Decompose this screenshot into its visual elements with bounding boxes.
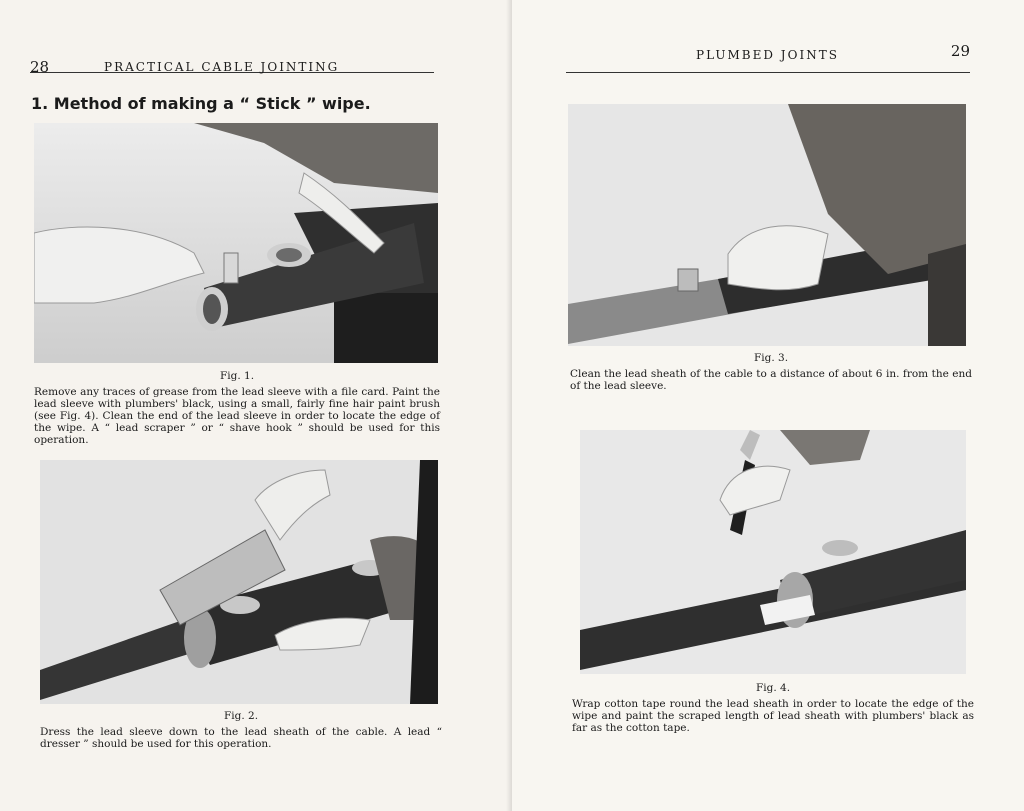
right-page-header: [566, 42, 970, 73]
fig2-illustration: [40, 460, 438, 704]
fig1-photo: [34, 123, 438, 363]
right-running-head: PLUMBED JOINTS: [696, 48, 839, 62]
fig3-text: Clean the lead sheath of the cable to a distance of about 6 in. from the end of the lead sleeve.: [570, 368, 972, 392]
left-page-header: [30, 42, 434, 76]
fig3-label: Fig. 3.: [753, 352, 789, 364]
fig2-caption: [40, 710, 442, 750]
fig4-photo: [580, 430, 966, 674]
fig4-caption: [572, 682, 974, 734]
fig3-caption: [570, 352, 972, 392]
right-page-number: 29: [950, 42, 970, 60]
section-title: 1. Method of making a “ Stick ” wipe.: [31, 94, 371, 113]
left-running-head: PRACTICAL CABLE JOINTING: [104, 60, 340, 74]
fig4-label: Fig. 4.: [755, 682, 791, 694]
fig1-illustration: [34, 123, 438, 363]
fig2-text: Dress the lead sleeve down to the lead sheath of the cable. A lead “ dresser ” should be used for this operation.: [40, 726, 442, 750]
fig4-text: Wrap cotton tape round the lead sheath in order to locate the edge of the wipe and paint the scraped length of lead sheath with plumbers' black as far as the cotton tape.: [572, 698, 974, 734]
fig1-caption: [34, 370, 440, 446]
fig4-illustration: [580, 430, 966, 674]
left-page-number: 28: [30, 58, 50, 76]
fig3-photo: [568, 104, 966, 346]
fig2-label: Fig. 2.: [223, 710, 259, 722]
fig3-illustration: [568, 104, 966, 346]
fig1-label: Fig. 1.: [219, 370, 255, 382]
fig1-text: Remove any traces of grease from the lead sleeve with a file card. Paint the lead sleeve with plumbers' black, using a small, fairly fine hair paint brush (see Fig. 4). Clean the end of the lead sleeve in order to locate the edge of the wipe. A “ lead scraper ” or “ shave hook ” should be used for this operation.: [34, 386, 440, 446]
fig2-photo: [40, 460, 438, 704]
